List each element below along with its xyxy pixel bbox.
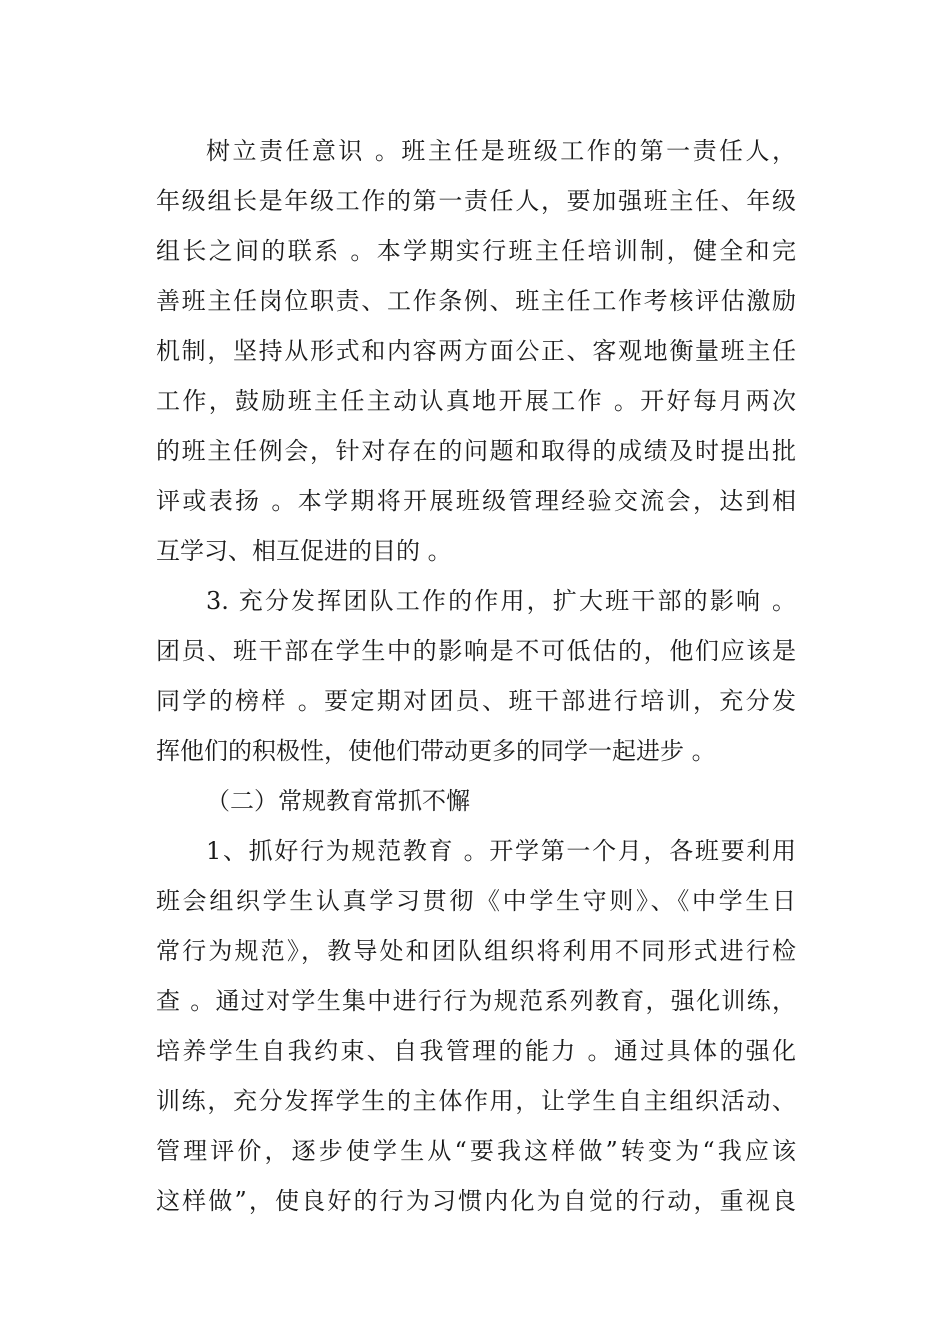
paragraph-line-20: 训练，充分发挥学生的主体作用，让学生自主组织活动、 [156,1087,796,1115]
paragraph-line-18: 查 。通过对学生集中进行行为规范系列教育，强化训练， [156,987,796,1015]
paragraph-line-1: 树立责任意识 。班主任是班级工作的第一责任人， [206,137,796,165]
paragraph-line-7: 的班主任例会，针对存在的问题和取得的成绩及时提出批 [156,437,796,465]
paragraph-line-19: 培养学生自我约束、自我管理的能力 。通过具体的强化 [156,1037,796,1065]
paragraph-line-13: 挥他们的积极性，使他们带动更多的同学一起进步 。 [156,737,716,765]
paragraph-line-3: 组长之间的联系 。本学期实行班主任培训制，健全和完 [156,237,796,265]
paragraph-line-12: 同学的榜样 。要定期对团员、班干部进行培训，充分发 [156,687,796,715]
paragraph-line-8: 评或表扬 。本学期将开展班级管理经验交流会，达到相 [156,487,796,515]
paragraph-line-17: 常行为规范》，教导处和团队组织将利用不同形式进行检 [156,937,796,965]
paragraph-line-2: 年级组长是年级工作的第一责任人，要加强班主任、年级 [156,187,796,215]
paragraph-line-5: 机制，坚持从形式和内容两方面公正、客观地衡量班主任 [156,337,796,365]
paragraph-line-11: 团员、班干部在学生中的影响是不可低估的，他们应该是 [156,637,796,665]
section-heading: （二）常规教育常抓不懈 [206,787,470,815]
paragraph-line-9: 互学习、相互促进的目的 。 [156,537,452,565]
paragraph-line-16: 班会组织学生认真学习贯彻《中学生守则》、《中学生日 [156,887,796,915]
paragraph-line-4: 善班主任岗位职责、工作条例、班主任工作考核评估激励 [156,287,796,315]
paragraph-line-15: 1、抓好行为规范教育 。开学第一个月，各班要利用 [206,837,796,865]
paragraph-line-10: 3. 充分发挥团队工作的作用，扩大班干部的影响 。 [206,587,796,615]
paragraph-line-21: 管理评价，逐步使学生从“要我这样做”转变为“我应该 [156,1137,796,1165]
paragraph-line-22: 这样做”，使良好的行为习惯内化为自觉的行动，重视良 [156,1187,796,1215]
paragraph-line-6: 工作，鼓励班主任主动认真地开展工作 。开好每月两次 [156,387,796,415]
